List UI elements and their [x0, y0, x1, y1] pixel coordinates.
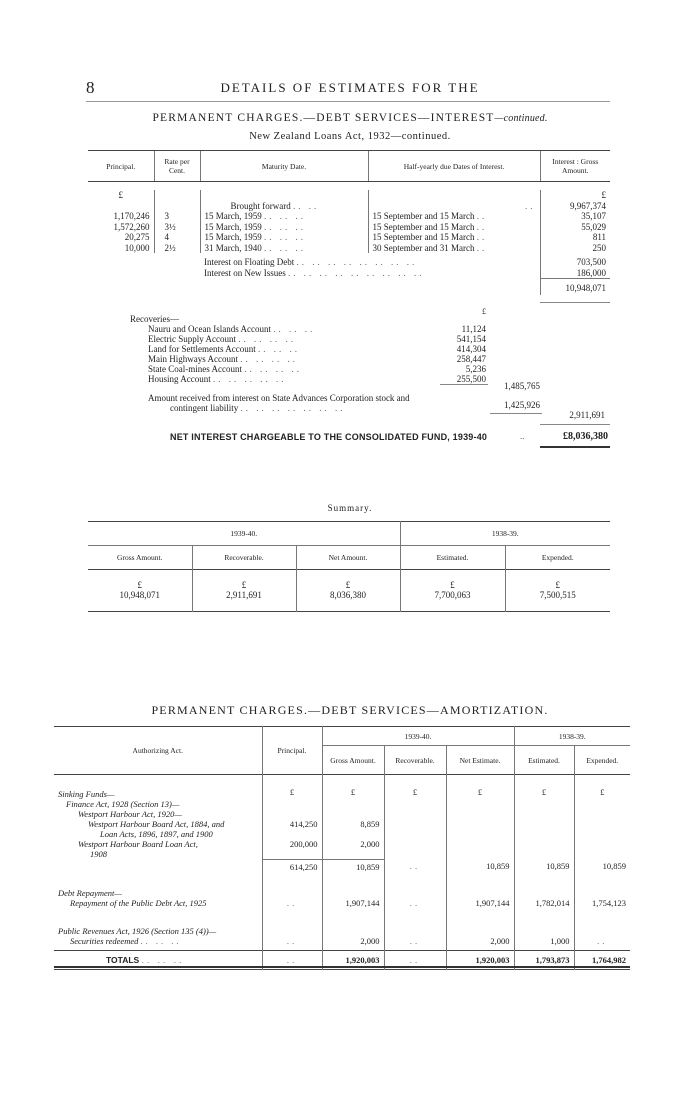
interest-title-suffix: —continued. — [494, 113, 548, 124]
table-row — [54, 819, 630, 839]
westport-board-act: Westport Harbour Board Act, 1884, and — [88, 819, 225, 829]
rate-cell: 2½ — [154, 243, 200, 254]
new-issues-row: Interest on New Issues .. .. .. .. .. .. .. .. .. 186,000 — [88, 268, 610, 279]
due-cell: 15 September and 15 March — [372, 221, 475, 232]
recoveries-total-rule — [540, 424, 610, 425]
summary-net: 8,036,380 — [330, 590, 366, 600]
recoveries-heading: Recoveries— — [130, 314, 179, 324]
westport-loan-act: Westport Harbour Board Loan Act, — [78, 839, 198, 849]
maturity-cell: 15 March, 1959 — [204, 211, 262, 221]
brought-forward-amount: 9,967,374 — [540, 201, 610, 212]
summary-col-estimated: Estimated. — [400, 546, 505, 570]
amortization-table — [54, 726, 630, 970]
recoveries-total: 2,911,691 — [569, 410, 605, 420]
list-item: Main Highways Account .. .. .. .. — [148, 354, 298, 364]
floating-debt-row: Interest on Floating Debt .. .. .. .. .. .. .. .. 703,500 — [88, 257, 610, 268]
net-interest-label: NET INTEREST CHARGEABLE TO THE CONSOLIDATED FUND, 1939-40 — [170, 432, 488, 442]
net-interest-dots: .. — [520, 431, 525, 441]
new-issues-amount: 186,000 — [540, 268, 610, 279]
amort-col-net: Net Estimate. — [446, 746, 514, 775]
summary-col-recoverable: Recoverable. — [192, 546, 296, 570]
principal-cell: 414,250 — [262, 819, 322, 839]
maturity-cell: 15 March, 1959 — [204, 232, 262, 242]
amount-cell: 811 — [540, 232, 610, 243]
table-row: Public Revenues Act, 1926 (Section 135 (4))— Securities redeemed .. .. .. .. 2,000 .. 2,000 1,000 .. — [54, 908, 630, 951]
summary-year-row — [88, 522, 610, 546]
state-advances-amount: 1,425,926 — [504, 400, 540, 410]
estimated-cell: 10,859 — [514, 859, 574, 872]
net-interest-amount: £8,036,380 — [563, 431, 608, 442]
amount-cell: 250 — [540, 243, 610, 254]
list-item: Land for Settlements Account .. .. .. — [148, 344, 300, 354]
net-cell: 1,907,144 — [446, 872, 514, 908]
summary-year-previous: 1938-39. — [400, 522, 610, 546]
totals-expended: 1,764,982 — [574, 950, 630, 969]
interest-table — [88, 150, 610, 295]
floating-debt-label: Interest on Floating Debt — [204, 257, 295, 267]
amortization-title: PERMANENT CHARGES.—DEBT SERVICES—AMORTIZATION. — [151, 703, 549, 717]
new-issues-label: Interest on New Issues — [204, 267, 286, 278]
recovery-amount: 255,500 — [456, 374, 486, 384]
summary-col-expended: Expended. — [505, 546, 610, 570]
page-number: 8 — [86, 78, 95, 97]
totals-gross: 1,920,003 — [322, 950, 384, 969]
gross-cell: 8,859 — [322, 819, 384, 839]
gross-total-amount: 10,948,071 — [540, 279, 610, 295]
amort-year-previous: 1938-39. — [514, 727, 630, 746]
brought-forward-label: Brought forward — [230, 200, 291, 211]
list-item: Housing Account .. .. .. .. .. — [148, 374, 287, 384]
principal-cell: 200,000 — [262, 839, 322, 859]
westport-loan-act-2: 1908 — [90, 849, 107, 859]
col-half-yearly: Half-yearly due Dates of Interest. — [368, 151, 540, 182]
gross-total-row — [88, 279, 610, 295]
summary-title: Summary. — [327, 503, 373, 513]
principal-cell: 20,275 — [124, 232, 150, 242]
totals-estimated: 1,793,873 — [514, 950, 574, 969]
totals-label: TOTALS — [106, 954, 140, 965]
summary-recoverable: 2,911,691 — [226, 590, 262, 600]
col-maturity: Maturity Date. — [200, 151, 368, 182]
amort-col-expended: Expended. — [574, 746, 630, 775]
maturity-cell: 31 March, 1940 — [204, 242, 262, 253]
bottom-rule — [54, 966, 630, 968]
recoveries-subtotal: 1,485,765 — [504, 381, 540, 391]
interest-header-row — [88, 151, 610, 182]
debt-repayment-heading: Debt Repayment— — [58, 887, 122, 898]
header-rule — [86, 101, 610, 102]
due-cell: 15 September and 15 March — [372, 232, 475, 242]
table-row: 1,170,246 3 15 March, 1959 .. .. .. 15 September and 15 March .. 35,107 — [88, 211, 610, 222]
due-cell: 15 September and 15 March — [372, 211, 475, 221]
recoveries-currency: £ — [482, 307, 486, 316]
interest-subtitle: New Zealand Loans Act, 1932—continued. — [249, 131, 451, 142]
col-principal: Principal. — [88, 151, 154, 182]
sinking-funds-heading: Sinking Funds— — [58, 789, 115, 799]
totals-net: 1,920,003 — [446, 950, 514, 969]
summary-col-gross: Gross Amount. — [117, 553, 163, 562]
table-row — [54, 799, 630, 819]
gross-total-rule — [540, 302, 610, 303]
recovery-amount: 414,304 — [456, 344, 486, 354]
amount-cell: 35,107 — [540, 211, 610, 222]
recoveries-amounts — [440, 324, 486, 384]
recoveries-rule — [440, 384, 488, 385]
estimated-cell: 1,000 — [514, 908, 574, 951]
gross-cell: 1,907,144 — [322, 872, 384, 908]
table-row: 10,000 2½ 31 March, 1940 .. .. .. 30 September and 31 March .. 250 — [88, 243, 610, 254]
col-interest: Interest : Gross Amount. — [540, 151, 610, 182]
principal-cell: 614,250 — [262, 859, 322, 872]
net-cell: 10,859 — [446, 859, 514, 872]
amort-header-row-1 — [54, 727, 630, 746]
running-head: DETAILS OF ESTIMATES FOR THE — [220, 80, 480, 95]
interest-section-title — [0, 112, 700, 124]
summary-table — [88, 521, 610, 612]
recoveries-list — [148, 324, 315, 384]
summary-col-net: Net Amount. — [296, 546, 400, 570]
summary-values-row: £ 10,948,071 £ 2,911,691 £ 8,036,380 £ 7,700,063 £ 7,500,515 — [88, 570, 610, 612]
rate-cell: 4 — [154, 232, 200, 243]
amort-currency-row: Sinking Funds— £ £ £ £ £ £ — [54, 775, 630, 800]
estimated-cell: 1,782,014 — [514, 872, 574, 908]
state-advances-line1: Amount received from interest on State Advances Corporation stock and — [148, 393, 410, 403]
col-rate: Rate per Cent. — [154, 151, 200, 182]
summary-header-row — [88, 546, 610, 570]
amort-year-current: 1939-40. — [322, 727, 514, 746]
currency-symbol: £ — [118, 190, 123, 200]
gross-cell: 2,000 — [322, 839, 384, 859]
principal-cell: 1,572,260 — [113, 221, 150, 232]
amount-cell: 55,029 — [540, 222, 610, 233]
westport-board-act-2: Loan Acts, 1896, 1897, and 1900 — [100, 829, 213, 839]
table-row — [54, 839, 630, 859]
net-interest-rule — [540, 446, 610, 448]
amort-col-estimated: Estimated. — [514, 746, 574, 775]
list-item: State Coal-mines Account .. .. .. .. — [148, 364, 302, 374]
table-row: 1,572,260 3½ 15 March, 1959 .. .. .. 15 September and 15 March .. 55,029 — [88, 222, 610, 233]
state-advances-text: Amount received from interest on State Advances Corporation stock and contingent liability .. .. .. .. .. .. .. — [148, 393, 410, 413]
finance-act: Finance Act, 1928 (Section 13)— — [66, 799, 180, 809]
summary-expended: 7,500,515 — [539, 590, 576, 600]
interest-title-text: PERMANENT CHARGES.—DEBT SERVICES—INTEREST — [152, 112, 495, 124]
amort-col-gross: Gross Amount. — [322, 746, 384, 775]
principal-cell: 1,170,246 — [113, 211, 150, 221]
westport-act: Westport Harbour Act, 1920— — [78, 809, 182, 819]
summary-gross: 10,948,071 — [119, 590, 160, 600]
floating-debt-amount: 703,500 — [540, 257, 610, 268]
gross-cell: 2,000 — [322, 908, 384, 951]
amort-col-act: Authorizing Act. — [132, 746, 183, 755]
currency-symbol: £ — [540, 190, 610, 201]
maturity-cell: 15 March, 1959 — [204, 221, 262, 232]
list-item: Electric Supply Account .. .. .. .. — [148, 334, 296, 344]
securities-redeemed: Securities redeemed — [70, 935, 139, 946]
sinking-total-row: 614,250 10,859 .. 10,859 10,859 10,859 — [54, 859, 630, 872]
rate-cell: 3 — [154, 211, 200, 222]
recovery-amount: 258,447 — [456, 354, 486, 364]
expended-cell: 10,859 — [574, 859, 630, 872]
brought-forward-row: Brought forward .. .. .. 9,967,374 — [88, 201, 610, 212]
totals-row: TOTALS .. .. .. .. 1,920,003 .. 1,920,003 1,793,873 1,764,982 — [54, 950, 630, 969]
summary-year-current: 1939-40. — [230, 529, 258, 538]
debt-repayment-act: Repayment of the Public Debt Act, 1925 — [70, 897, 207, 908]
recovery-amount: 5,236 — [465, 364, 486, 374]
state-advances-rule — [490, 413, 542, 414]
amort-col-recoverable: Recoverable. — [384, 746, 446, 775]
table-row: 20,275 4 15 March, 1959 .. .. .. 15 September and 15 March .. 811 — [88, 232, 610, 243]
summary-estimated: 7,700,063 — [434, 590, 471, 600]
public-revenues-act: Public Revenues Act, 1926 (Section 135 (4))— — [58, 925, 217, 936]
due-cell: 30 September and 31 March — [372, 242, 475, 253]
list-item: Nauru and Ocean Islands Account .. .. .. — [148, 324, 316, 334]
currency-row — [88, 190, 610, 201]
amort-col-principal: Principal. — [262, 727, 322, 775]
expended-cell: 1,754,123 — [574, 872, 630, 908]
gross-cell: 10,859 — [322, 859, 384, 872]
net-cell: 2,000 — [446, 908, 514, 951]
rate-cell: 3½ — [154, 222, 200, 233]
principal-cell: 10,000 — [124, 242, 150, 253]
recovery-amount: 11,124 — [461, 324, 486, 334]
recovery-amount: 541,154 — [456, 334, 486, 344]
state-advances-line2: contingent liability — [170, 403, 239, 413]
table-row: Debt Repayment— Repayment of the Public Debt Act, 1925 .. 1,907,144 .. 1,907,144 1,782,014 1,754,123 — [54, 872, 630, 908]
